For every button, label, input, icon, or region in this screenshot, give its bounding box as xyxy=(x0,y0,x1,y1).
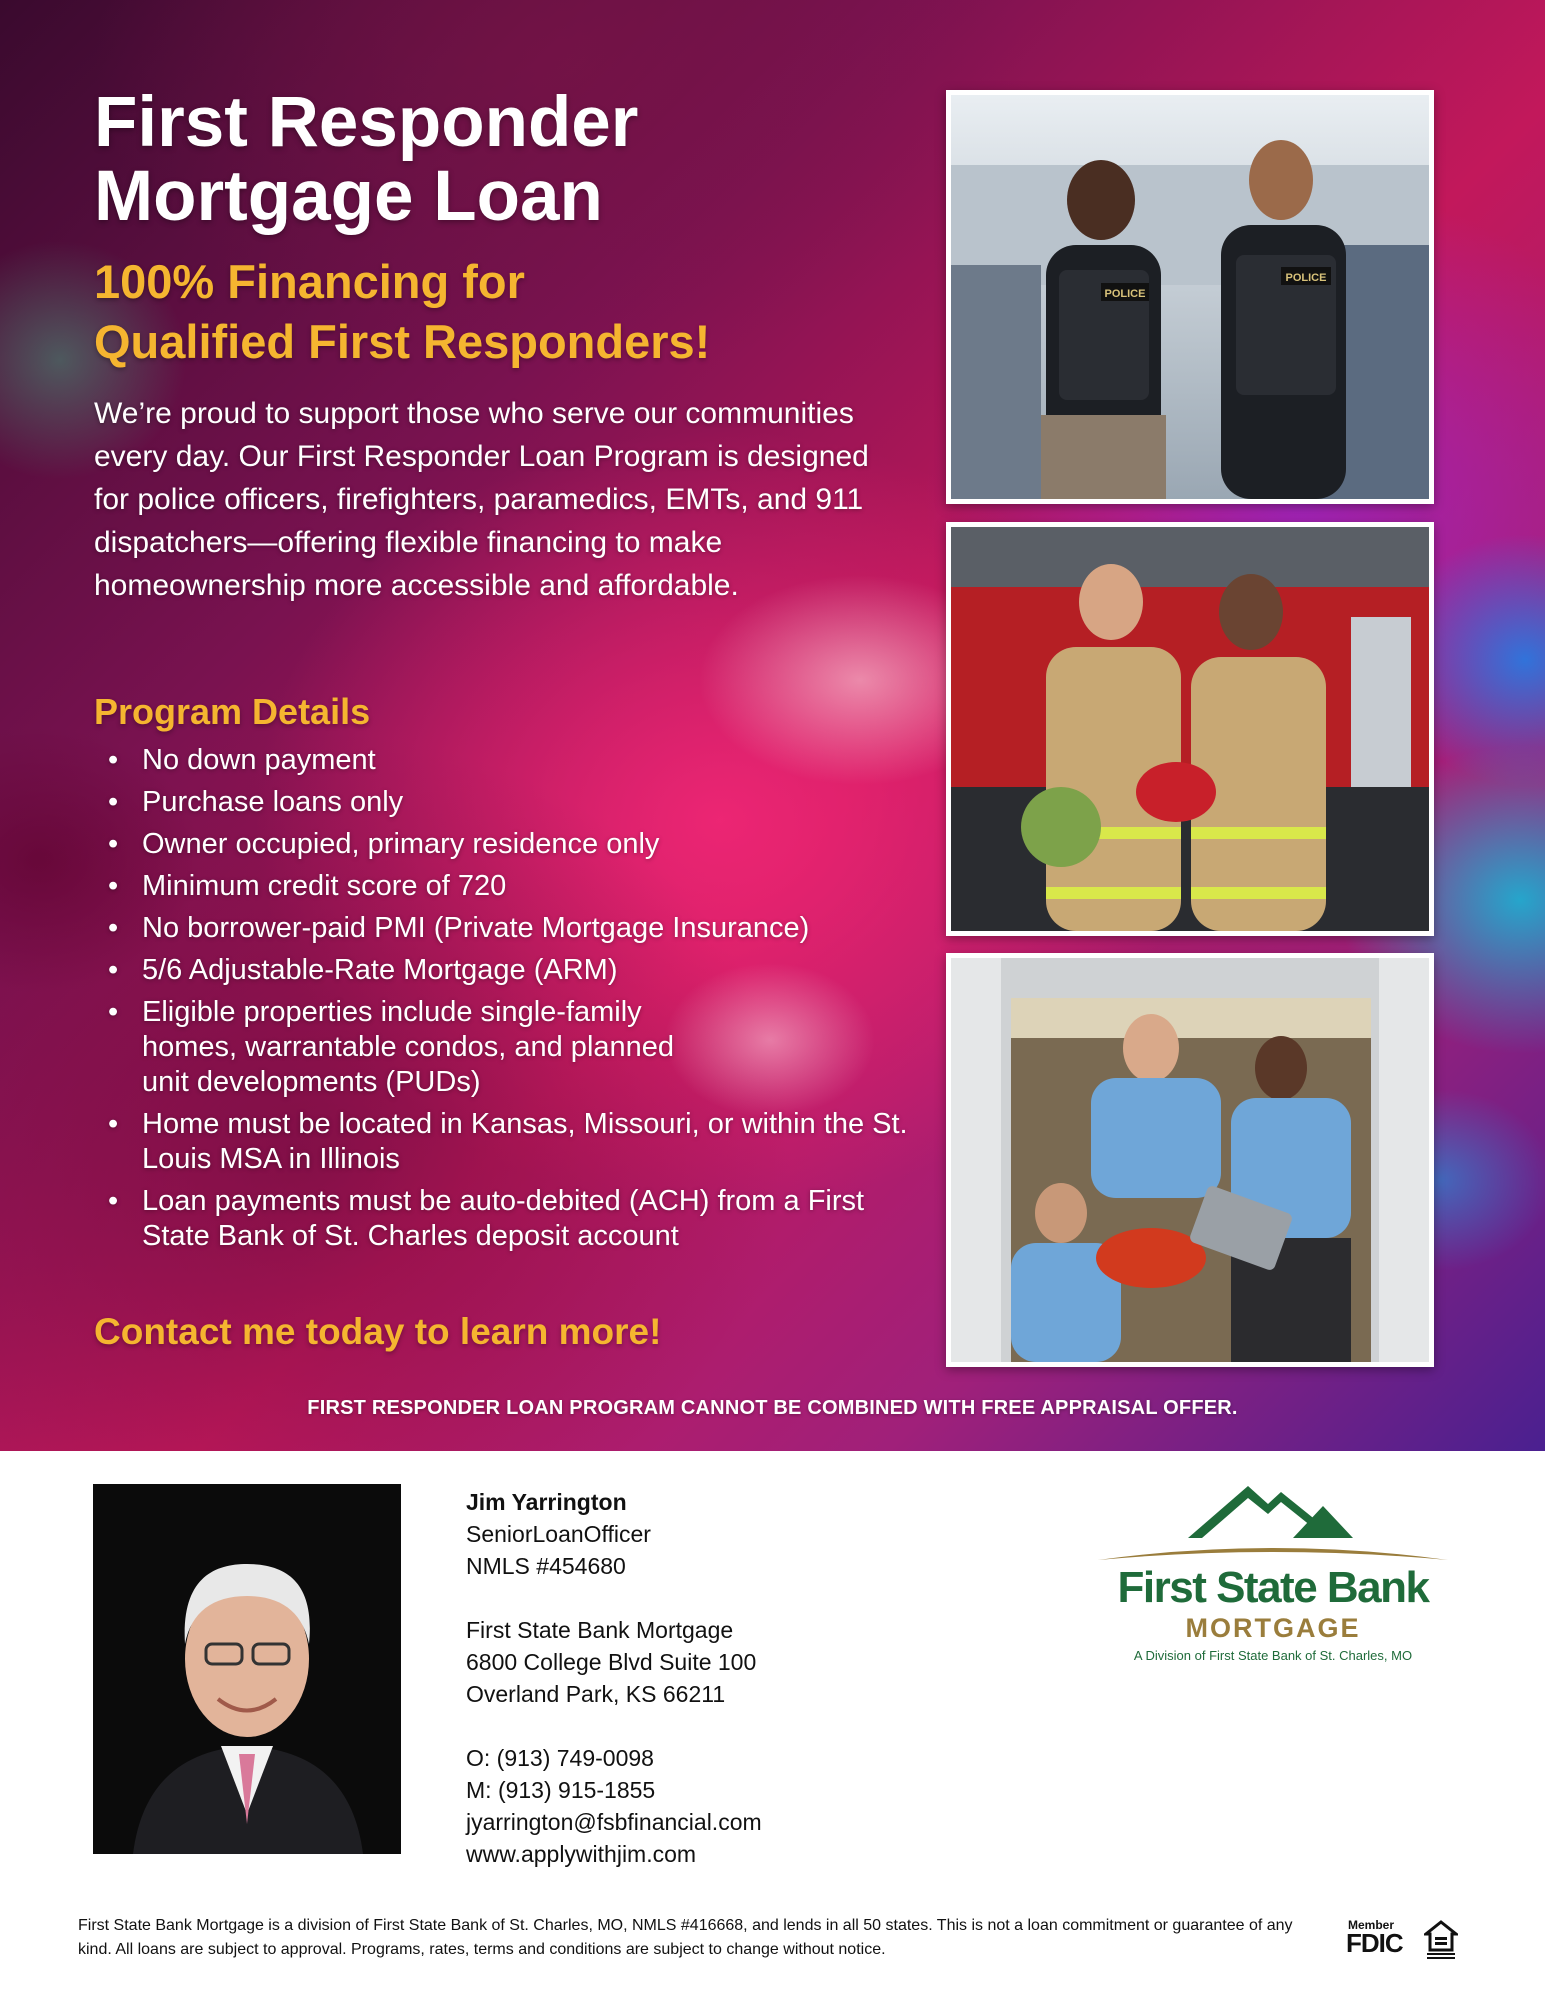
list-item: • 5/6 Adjustable-Rate Mortgage (ARM) xyxy=(108,954,618,986)
bullet-icon: • xyxy=(108,912,119,944)
list-item: • Owner occupied, primary residence only xyxy=(108,828,660,860)
officer-title: SeniorLoanOfficer xyxy=(466,1521,651,1547)
legal-disclaimer: First State Bank Mortgage is a division of First State Bank of St. Charles, MO, NMLS #416668, and lends in all 50 states. This is not a loan commitment or guarantee of any kind. All loans are subject to approval. Programs, rates, terms and conditions are subject to change without notice. xyxy=(78,1917,1293,1958)
bullet-icon: • xyxy=(108,1185,119,1217)
logo-mortgage: MORTGAGE xyxy=(1185,1613,1361,1643)
intro-paragraph: We’re proud to support those who serve our communities every day. Our First Responder Loan Program is designed for police officers, firefighters, paramedics, EMTs, and 911 dispatchers—offering flexible financing to make homeownership more accessible and affordable. xyxy=(94,397,869,602)
subtitle-line-2: Qualified First Responders! xyxy=(94,315,711,368)
list-item: • No borrower-paid PMI (Private Mortgage Insurance) xyxy=(108,912,810,944)
logo-tagline: A Division of First State Bank of St. Charles, MO xyxy=(1133,1648,1413,1663)
list-item: • Home must be located in Kansas, Missouri, or within the St. Louis MSA in Illinois xyxy=(108,1108,908,1175)
police-badge-right: POLICE xyxy=(1285,272,1327,284)
bullet-icon: • xyxy=(108,786,119,818)
list-item: • Eligible properties include single-family homes, warrantable condos, and planned unit developments (PUDs) xyxy=(108,996,675,1098)
police-badge-left: POLICE xyxy=(1104,288,1146,300)
website-link[interactable]: www.applywithjim.com xyxy=(466,1841,697,1867)
bullet-icon: • xyxy=(108,828,119,860)
paramedics-photo xyxy=(946,953,1434,1367)
bullet-icon: • xyxy=(108,870,119,902)
bullet-icon: • xyxy=(108,996,119,1028)
title-line-2: Mortgage Loan xyxy=(94,157,603,236)
officer-name: Jim Yarrington xyxy=(466,1489,627,1515)
offer-disclaimer: FIRST RESPONDER LOAN PROGRAM CANNOT BE COMBINED WITH FREE APPRAISAL OFFER. xyxy=(307,1397,1238,1419)
subtitle-line-1: 100% Financing for xyxy=(94,255,525,308)
program-details-heading: Program Details xyxy=(94,691,371,732)
loan-officer-headshot xyxy=(93,1484,401,1854)
office-phone[interactable]: O: (913) 749-0098 xyxy=(466,1745,654,1771)
logo-bank-name: First State Bank xyxy=(1117,1563,1429,1612)
list-item: • Minimum credit score of 720 xyxy=(108,870,507,902)
list-item: • Purchase loans only xyxy=(108,786,404,818)
bullet-icon: • xyxy=(108,744,119,776)
fdic-logo: FDIC xyxy=(1346,1928,1403,1958)
contact-info xyxy=(466,1486,966,1870)
bank-logo xyxy=(1098,1478,1448,1678)
police-officers-photo xyxy=(946,90,1434,504)
title-line-1: First Responder xyxy=(94,83,639,162)
fdic-equal-housing-logos xyxy=(1346,1918,1456,1962)
call-to-action: Contact me today to learn more! xyxy=(94,1311,662,1352)
address-line-1: 6800 College Blvd Suite 100 xyxy=(466,1649,757,1675)
list-item: • Loan payments must be auto-debited (ACH) from a First State Bank of St. Charles deposit account xyxy=(108,1185,865,1252)
fdic-member-label: Member xyxy=(1348,1918,1395,1932)
address-line-2: Overland Park, KS 66211 xyxy=(466,1681,726,1707)
firefighters-photo xyxy=(946,522,1434,936)
bullet-icon: • xyxy=(108,1108,119,1140)
program-details-list xyxy=(94,743,914,1261)
equal-housing-lender-icon xyxy=(1424,1920,1458,1960)
email-link[interactable]: jyarrington@fsbfinancial.com xyxy=(466,1809,762,1835)
bullet-icon: • xyxy=(108,954,119,986)
list-item: • No down payment xyxy=(108,744,376,776)
company-name: First State Bank Mortgage xyxy=(466,1617,734,1643)
subtitle xyxy=(94,252,894,372)
page-title xyxy=(94,83,894,236)
roof-mountain-icon xyxy=(1098,1478,1448,1568)
officer-nmls: NMLS #454680 xyxy=(466,1553,626,1579)
mobile-phone[interactable]: M: (913) 915-1855 xyxy=(466,1777,656,1803)
